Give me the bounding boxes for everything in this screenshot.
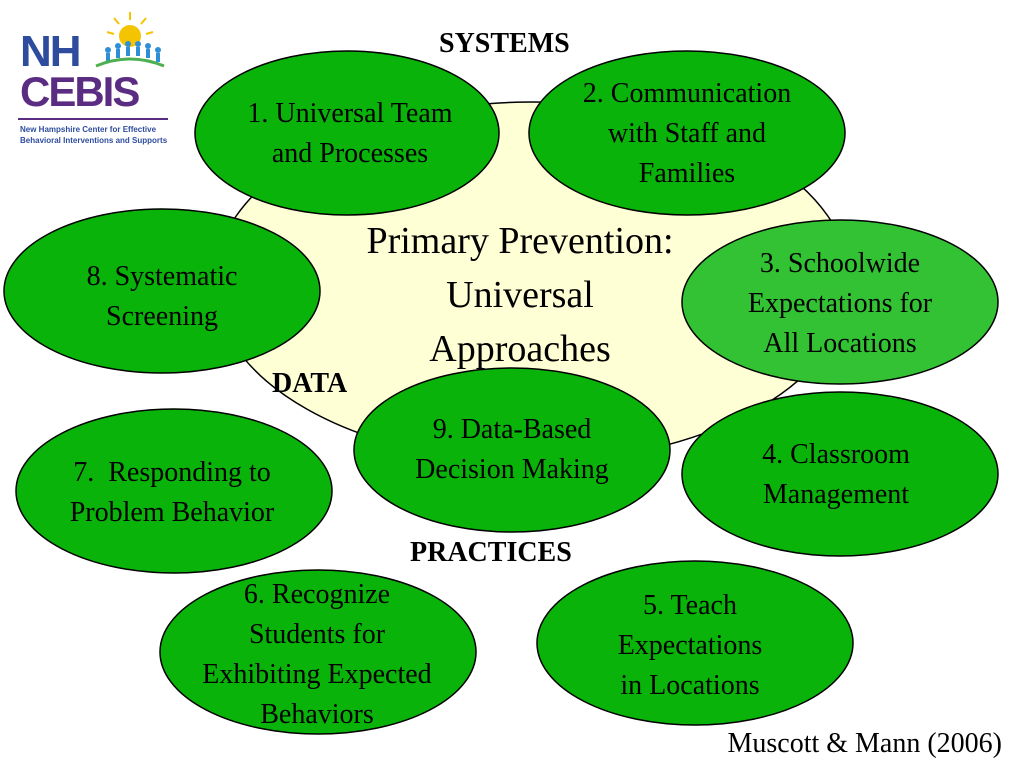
component-3-line2: Expectations for (747, 288, 933, 319)
logo-subtitle-line2: Behavioral Interventions and Supports (20, 136, 168, 145)
logo-divider (18, 118, 168, 120)
sun-icon (107, 12, 153, 47)
component-6-text (162, 574, 472, 736)
component-3-text (690, 243, 990, 365)
component-8-line2: Screening (106, 301, 218, 332)
component-7-text (22, 452, 322, 534)
component-6-line2: Students for (248, 619, 386, 650)
center-title-line2: Universal (446, 274, 594, 316)
component-4-line2: Management (762, 479, 910, 510)
component-8-line1: 8. Systematic (86, 261, 238, 292)
center-title (330, 214, 710, 376)
component-1-text (205, 93, 495, 175)
component-9-line1: 9. Data-Based (432, 414, 592, 445)
component-9-text (362, 409, 662, 491)
component-1-line2: and Processes (271, 138, 429, 169)
logo-subtitle-line1: New Hampshire Center for Effective (20, 125, 157, 134)
component-6-line4: Behaviors (260, 699, 374, 730)
logo-nh-text: NH (20, 27, 80, 76)
logo-subtitle (20, 124, 167, 146)
citation: Muscott & Mann (2006) (727, 728, 1002, 759)
component-5-text (540, 585, 840, 707)
component-6-line1: 6. Recognize (243, 579, 391, 610)
component-3-line1: 3. Schoolwide (759, 248, 921, 279)
component-5-line2: Expectations (617, 630, 763, 661)
component-5-line3: in Locations (620, 670, 760, 701)
component-1-line1: 1. Universal Team (247, 98, 453, 129)
component-7-line1: 7. Responding to (73, 457, 271, 488)
logo-cebis-text: CEBIS (20, 68, 139, 115)
component-8-text (12, 256, 312, 338)
practices-label: PRACTICES (410, 537, 572, 568)
component-7-line2: Problem Behavior (69, 497, 275, 528)
component-5-line1: 5. Teach (643, 590, 737, 621)
systems-label: SYSTEMS (439, 28, 570, 59)
component-3-line3: All Locations (763, 328, 917, 359)
component-4-line1: 4. Classroom (762, 439, 910, 470)
nh-cebis-logo (18, 8, 168, 158)
component-2-line3: Families (638, 158, 736, 189)
center-title-line3: Approaches (429, 328, 611, 370)
component-4-text (686, 434, 986, 516)
component-2-line1: 2. Communication (582, 78, 792, 109)
data-label: DATA (272, 368, 348, 399)
component-2-text (537, 73, 837, 195)
component-9-line2: Decision Making (415, 454, 609, 485)
component-6-line3: Exhibiting Expected (202, 659, 432, 690)
center-title-line1: Primary Prevention: (366, 220, 674, 262)
component-2-line2: with Staff and (607, 118, 767, 149)
